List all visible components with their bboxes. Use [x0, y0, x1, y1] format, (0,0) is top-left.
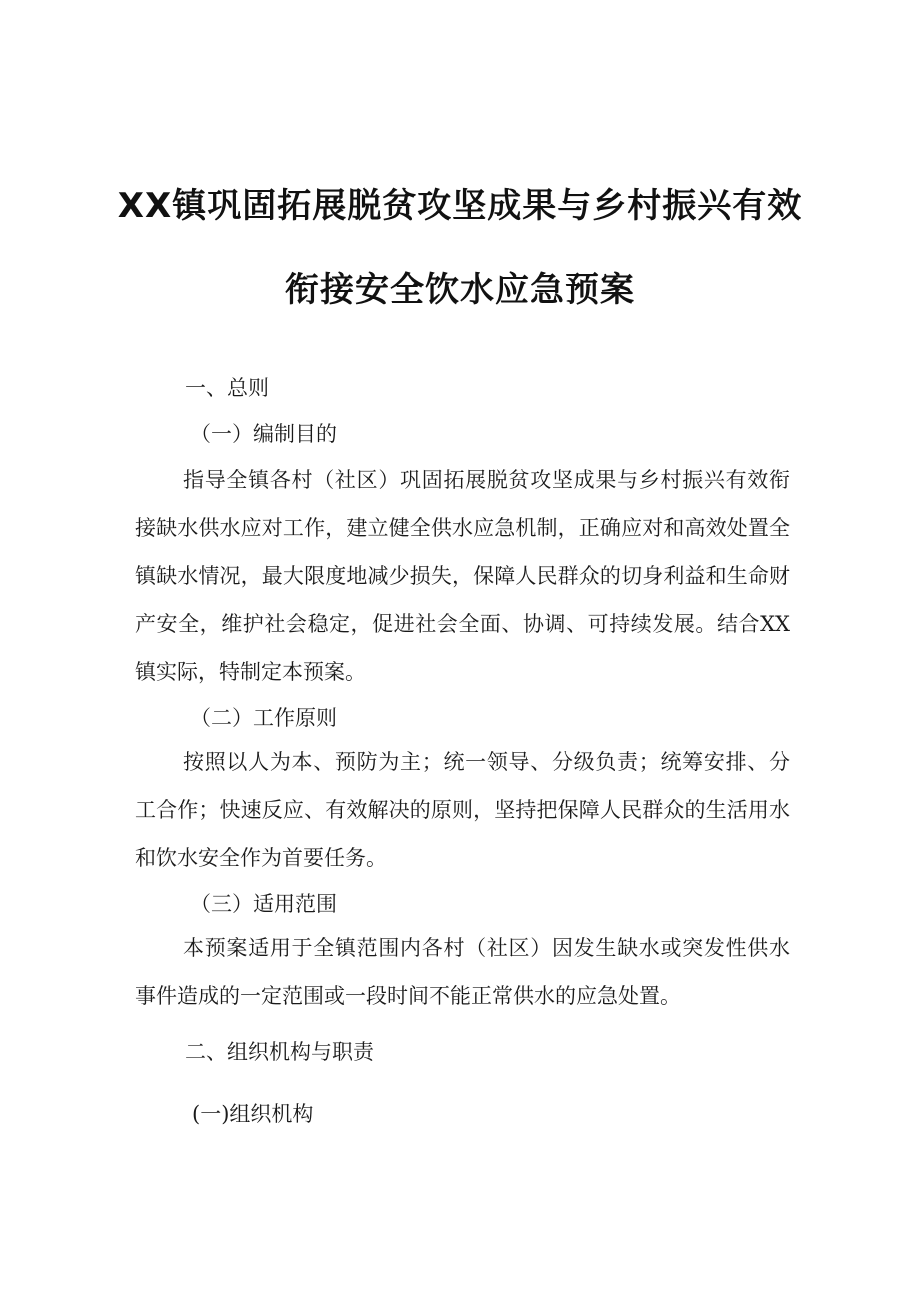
paragraph-principles: 按照以人为本、预防为主；统一领导、分级负责；统筹安排、分工合作；快速反应、有效解决的原则，坚持把保障人民群众的生活用水和饮水安全作为首要任务。: [135, 750, 790, 870]
paragraph-purpose: 指导全镇各村（社区）巩固拓展脱贫攻坚成果与乡村振兴有效衔接缺水供水应对工作，建立健全供水应急机制，正确应对和高效处置全镇缺水情况，最大限度地减少损失，保障人民群众的切身利益和生命财产安全，维护社会稳定，促进社会全面、协调、可持续发展。结合XX镇实际，特制定本预案。: [135, 468, 790, 684]
section-heading-organization: 二、组织机构与职责: [185, 1040, 374, 1064]
section-heading-general: 一、总则: [185, 376, 269, 400]
subsection-heading-scope: （三）适用范围: [190, 892, 337, 916]
paragraph-scope: 本预案适用于全镇范围内各村（社区）因发生缺水或突发性供水事件造成的一定范围或一段时间不能正常供水的应急处置。: [135, 936, 790, 1008]
subsection-heading-purpose: （一）编制目的: [190, 422, 337, 446]
document-title-line-2: 衔接安全饮水应急预案: [285, 270, 635, 310]
subsection-heading-organization-structure: (一)组织机构: [192, 1102, 314, 1126]
document-title-line-1: XX镇巩固拓展脱贫攻坚成果与乡村振兴有效: [117, 186, 803, 226]
subsection-heading-principles: （二）工作原则: [190, 706, 337, 730]
